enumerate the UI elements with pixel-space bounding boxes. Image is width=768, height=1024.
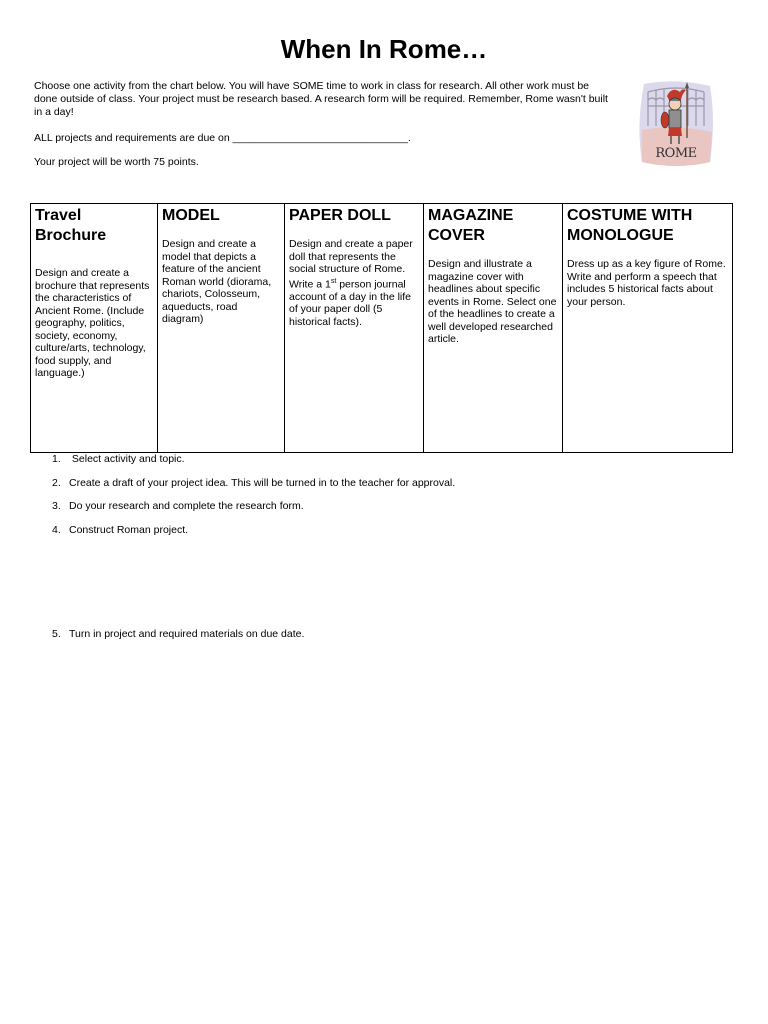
page-title: When In Rome… xyxy=(280,34,488,64)
step-item: 5. Turn in project and required materials on due date. xyxy=(52,628,305,640)
activity-title: MODEL xyxy=(162,207,220,224)
activity-cell-model xyxy=(158,204,285,453)
points-line: Your project will be worth 75 points. xyxy=(34,156,199,168)
activity-description: Design and create a model that depicts a feature of the ancient Roman world (diorama, chariots, Colosseum, aqueducts, road diagram) xyxy=(162,238,272,325)
activity-cell-costume-with-monologue xyxy=(563,204,733,453)
activity-cell-travel-brochure xyxy=(31,204,158,453)
activity-cell-paper-doll xyxy=(285,204,424,453)
activity-description: Design and create a paper doll that represents the social structure of Rome. Write a 1st person journal account of a day in the life of your paper doll (5 historical facts). xyxy=(289,238,413,328)
step-item: 3. Do your research and complete the research form. xyxy=(52,500,304,512)
activity-cell-magazine-cover xyxy=(424,204,563,453)
activity-description: Dress up as a key figure of Rome. Write and perform a speech that includes 5 historical facts about your person. xyxy=(567,258,726,308)
intro-instructions: Choose one activity from the chart below. You will have SOME time to work in class for research. All other work must be done outside of class. Your project must be research based. A research form will be required. Remember, Rome wasn't built in a day! xyxy=(34,80,608,118)
activity-title: MAGAZINE COVER xyxy=(428,207,514,244)
step-item: 2. Create a draft of your project idea. This will be turned in to the teacher for approval. xyxy=(52,477,456,489)
activity-row xyxy=(31,204,733,453)
step-item: 1. Select activity and topic. xyxy=(52,453,185,465)
logo-text: ROME xyxy=(655,146,697,161)
activity-chart xyxy=(30,203,733,453)
activity-description: Design and create a brochure that represents the characteristics of Ancient Rome. (Include geography, politics, society, economy, culture/arts, technology, food supply, and language.) xyxy=(35,267,150,379)
roman-soldier-colosseum-icon xyxy=(636,80,716,168)
step-item: 4. Construct Roman project. xyxy=(52,524,189,536)
activity-description: Design and illustrate a magazine cover with headlines about specific events in Rome. Select one of the headlines to create a well developed researched article. xyxy=(428,258,557,345)
due-date-line: ALL projects and requirements are due on ______________________________. xyxy=(34,132,411,144)
activity-title: COSTUME WITH MONOLOGUE xyxy=(567,207,693,244)
activity-title: Travel Brochure xyxy=(35,207,107,244)
activity-title: PAPER DOLL xyxy=(289,207,391,224)
